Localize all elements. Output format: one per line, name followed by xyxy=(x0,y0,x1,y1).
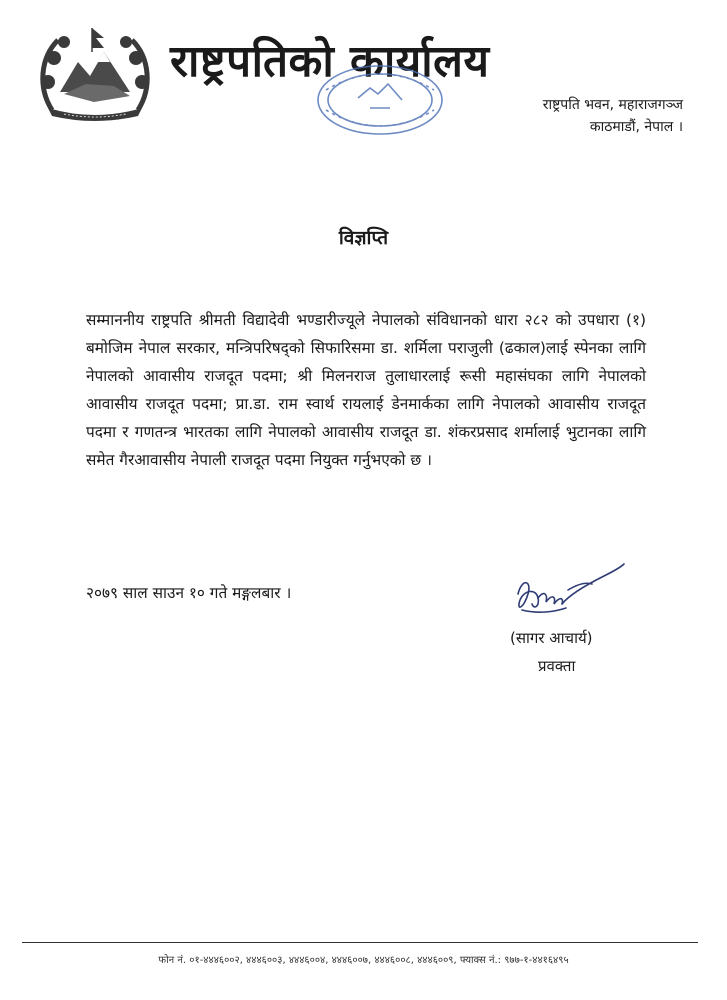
nepal-coat-of-arms-icon xyxy=(34,22,156,122)
office-title: राष्ट्रपतिको कार्यालय xyxy=(170,36,490,87)
signatory-name: (सागर आचार्य) xyxy=(510,629,593,647)
signatory-title: प्रवक्ता xyxy=(538,657,576,675)
footer-contact: फोन नं. ०१-४४४६००२, ४४४६००३, ४४४६००४, ४४४६००७, ४४४६००८, ४४४६००९, फ्याक्स नं.: ९७७-१-४४१६४९५ xyxy=(158,955,569,966)
notice-body: सम्माननीय राष्ट्रपति श्रीमती विद्यादेवी भण्डारीज्यूले नेपालको संविधानको धारा २८२ को उपधारा (१) बमोजिम नेपाल सरकार, मन्त्रिपरिषद्को सिफारिसमा डा. शर्मिला पराजुली (ढकाल)लाई स्पेनका लागि नेपालको आवासीय राजदूत पदमा; श्री मिलनराज तुलाधारलाई रूसी महासंघका लागि नेपालको आवासीय राजदूत पदमा; प्रा.डा. राम स्वार्थ रायलाई डेनमार्कका लागि नेपालको आवासीय राजदूत पदमा र गणतन्त्र भारतका लागि नेपालको आवासीय राजदूत डा. शंकरप्रसाद शर्मालाई भुटानका लागि समेत गैरआवासीय नेपाली राजदूत पदमा नियुक्त गर्नुभएको छ । xyxy=(86,311,646,469)
notice-date: २०७९ साल साउन १० गते मङ्गलबार । xyxy=(86,584,292,602)
address-line: काठमाडौं, नेपाल । xyxy=(589,119,683,135)
office-stamp xyxy=(312,60,448,140)
office-address xyxy=(543,94,683,138)
address-line: राष्ट्रपति भवन, महाराजगञ्ज xyxy=(542,97,683,113)
notice-heading: विज्ञप्ति xyxy=(338,227,389,249)
footer-divider xyxy=(22,942,698,943)
signature xyxy=(508,554,628,626)
